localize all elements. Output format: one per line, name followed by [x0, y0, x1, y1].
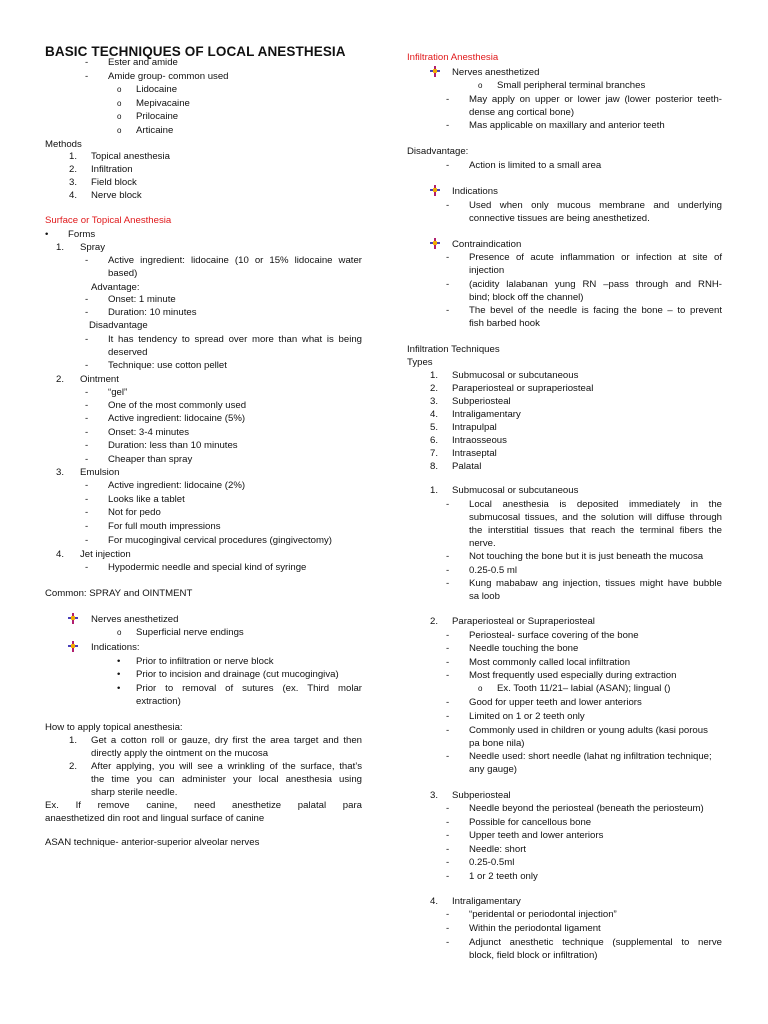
- list-item: Subperiosteal: [452, 790, 511, 801]
- dash-bullet: -: [446, 305, 450, 316]
- list-item: Needle beyond the periosteal (beneath the periosteum): [469, 803, 704, 814]
- text-line: extraction): [136, 696, 181, 707]
- list-item: Intraosseous: [452, 435, 507, 446]
- list-item: Not for pedo: [108, 507, 161, 518]
- list-item: (acidity lalabanan yung RN –pass through and RNH-: [469, 279, 722, 290]
- list-item: Duration: 10 minutes: [108, 307, 197, 318]
- dash-bullet: -: [446, 252, 450, 263]
- text-line: injection: [469, 265, 505, 276]
- list-item: Most commonly called local infiltration: [469, 657, 631, 668]
- diamond-bullet-icon: [430, 238, 440, 253]
- list-number: 2.: [430, 383, 439, 394]
- dash-bullet: -: [446, 551, 450, 562]
- list-item: Emulsion: [80, 467, 120, 478]
- list-item: May apply on upper or lower jaw (lower posterior teeth-: [469, 94, 722, 105]
- text-line: sharp sterile needle.: [91, 787, 178, 798]
- dash-bullet: -: [85, 294, 89, 305]
- list-number: 3.: [430, 790, 439, 801]
- list-item: Local anesthesia is deposited immediately in the: [469, 499, 722, 510]
- dash-bullet: -: [446, 923, 450, 934]
- circle-bullet-icon: o: [117, 85, 122, 94]
- dash-bullet: -: [446, 279, 450, 290]
- list-item: After applying, you will see a wrinkling of the surface, that’s: [91, 761, 362, 772]
- dash-bullet: -: [85, 535, 89, 546]
- list-item: Superficial nerve endings: [136, 627, 244, 638]
- list-number: 2.: [430, 616, 439, 627]
- list-number: 3.: [69, 177, 78, 188]
- document-title: BASIC TECHNIQUES OF LOCAL ANESTHESIA: [45, 44, 346, 59]
- list-item: “peridental or periodontal injection”: [469, 909, 617, 920]
- diamond-bullet-icon: [68, 641, 78, 656]
- list-item: Spray: [80, 242, 106, 253]
- dash-bullet: -: [446, 909, 450, 920]
- list-item: Onset: 1 minute: [108, 294, 176, 305]
- dash-bullet: -: [85, 334, 89, 345]
- list-item: One of the most commonly used: [108, 400, 247, 411]
- list-number: 2.: [56, 374, 65, 385]
- list-number: 2.: [69, 164, 78, 175]
- list-number: 1.: [430, 485, 439, 496]
- list-item: Cheaper than spray: [108, 454, 193, 465]
- list-item: Amide group- common used: [108, 71, 229, 82]
- dash-bullet: -: [85, 255, 89, 266]
- dash-bullet: -: [446, 657, 450, 668]
- text-line: bind; block off the channel): [469, 292, 584, 303]
- dash-bullet: -: [85, 427, 89, 438]
- list-item: Action is limited to a small area: [469, 160, 602, 171]
- list-item: Possible for cancellous bone: [469, 817, 592, 828]
- list-item: Hypodermic needle and special kind of syringe: [108, 562, 307, 573]
- list-item: Upper teeth and lower anteriors: [469, 830, 604, 841]
- text-line: Disadvantage: [89, 320, 148, 331]
- list-item: Nerve block: [91, 190, 142, 201]
- list-item: Lidocaine: [136, 84, 178, 95]
- dash-bullet: -: [446, 857, 450, 868]
- dash-bullet: -: [446, 94, 450, 105]
- text-line: pa bone nila): [469, 738, 525, 749]
- section-heading: Infiltration Anesthesia: [407, 52, 499, 63]
- list-item: Active ingredient: lidocaine (5%): [108, 413, 246, 424]
- text-line: connective tissues are being anesthetized.: [469, 213, 650, 224]
- list-item: Presence of acute inflammation or infection at site of: [469, 252, 722, 263]
- list-item: Paraperiosteal or supraperiosteal: [452, 383, 594, 394]
- dash-bullet: -: [446, 670, 450, 681]
- list-item: Limited on 1 or 2 teeth only: [469, 711, 585, 722]
- list-item: Topical anesthesia: [91, 151, 170, 162]
- list-item: Prior to incision and drainage (cut mucogingiva): [136, 669, 339, 680]
- list-item: Most frequently used especially during extraction: [469, 670, 677, 681]
- dash-bullet: -: [446, 630, 450, 641]
- dot-bullet-icon: •: [117, 669, 121, 680]
- text-line: sa loob: [469, 591, 500, 602]
- list-item: Onset: 3-4 minutes: [108, 427, 190, 438]
- list-item: Needle touching the bone: [469, 643, 579, 654]
- diamond-bullet-icon: [68, 613, 78, 628]
- list-item: Infiltration: [91, 164, 133, 175]
- list-item: Palatal: [452, 461, 482, 472]
- list-number: 2.: [69, 761, 78, 772]
- list-item: Get a cotton roll or gauze, dry first the area target and then: [91, 735, 362, 746]
- list-item: 0.25-0.5 ml: [469, 565, 517, 576]
- text-line: the interstitial tissues that reach the terminal fibers the: [469, 525, 722, 536]
- list-number: 3.: [430, 396, 439, 407]
- dash-bullet: -: [85, 57, 89, 68]
- list-item: Mas applicable on maxillary and anterior teeth: [469, 120, 665, 131]
- dash-bullet: -: [85, 507, 89, 518]
- list-item: Paraperiosteal or Supraperiosteal: [452, 616, 595, 627]
- circle-bullet-icon: o: [117, 126, 122, 135]
- text-line: ASAN technique- anterior-superior alveolar nerves: [45, 837, 260, 848]
- list-item: Prilocaine: [136, 111, 179, 122]
- list-item: Technique: use cotton pellet: [108, 360, 227, 371]
- dash-bullet: -: [446, 871, 450, 882]
- list-number: 6.: [430, 435, 439, 446]
- list-item: Ointment: [80, 374, 119, 385]
- circle-bullet-icon: o: [478, 684, 483, 693]
- dash-bullet: -: [85, 494, 89, 505]
- dash-bullet: -: [446, 578, 450, 589]
- list-item: Articaine: [136, 125, 174, 136]
- list-item: It has tendency to spread over more than what is being: [108, 334, 362, 345]
- list-item: Small peripheral terminal branches: [497, 80, 646, 91]
- dash-bullet: -: [85, 400, 89, 411]
- text-line: anaesthetized din root and lingual surface of canine: [45, 813, 265, 824]
- dash-bullet: -: [85, 480, 89, 491]
- list-number: 5.: [430, 422, 439, 433]
- dash-bullet: -: [446, 565, 450, 576]
- list-item: Ester and amide: [108, 57, 178, 68]
- text-line: Common: SPRAY and OINTMENT: [45, 588, 193, 599]
- text-line: dense ang cortical bone): [469, 107, 575, 118]
- list-item: Commonly used in children or young adults (kasi porous: [469, 725, 708, 736]
- list-item: Needle: short: [469, 844, 527, 855]
- list-number: 4.: [430, 409, 439, 420]
- list-item: Periosteal- surface covering of the bone: [469, 630, 639, 641]
- list-item: Used when only mucous membrane and underlying: [469, 200, 722, 211]
- list-number: 4.: [430, 896, 439, 907]
- list-item: Not touching the bone but it is just beneath the mucosa: [469, 551, 704, 562]
- list-item: Prior to infiltration or nerve block: [136, 656, 274, 667]
- list-number: 8.: [430, 461, 439, 472]
- list-item: Contraindication: [452, 239, 522, 250]
- circle-bullet-icon: o: [478, 81, 483, 90]
- list-item: Kung mababaw ang injection, tissues might have bubble: [469, 578, 722, 589]
- dot-bullet-icon: •: [45, 229, 49, 240]
- list-item: Jet injection: [80, 549, 131, 560]
- section-heading: Surface or Topical Anesthesia: [45, 215, 172, 226]
- list-item: Nerves anesthetized: [91, 614, 179, 625]
- list-item: Nerves anesthetized: [452, 67, 540, 78]
- list-item: Duration: less than 10 minutes: [108, 440, 238, 451]
- list-item: Needle used: short needle (lahat ng infiltration technique;: [469, 751, 712, 762]
- dash-bullet: -: [85, 562, 89, 573]
- list-item: Subperiosteal: [452, 396, 511, 407]
- list-item: Forms: [68, 229, 96, 240]
- list-number: 1.: [56, 242, 65, 253]
- list-item: For full mouth impressions: [108, 521, 221, 532]
- dash-bullet: -: [85, 413, 89, 424]
- dash-bullet: -: [446, 803, 450, 814]
- text-line: Methods: [45, 139, 82, 150]
- dash-bullet: -: [446, 120, 450, 131]
- dash-bullet: -: [446, 937, 450, 948]
- list-item: Mepivacaine: [136, 98, 190, 109]
- text-line: based): [108, 268, 138, 279]
- dash-bullet: -: [446, 643, 450, 654]
- text-line: Advantage:: [91, 282, 140, 293]
- dash-bullet: -: [446, 499, 450, 510]
- list-item: Intraligamentary: [452, 409, 521, 420]
- list-item: Submucosal or subcutaneous: [452, 485, 579, 496]
- list-item: Intraligamentary: [452, 896, 521, 907]
- list-item: “gel”: [108, 387, 128, 398]
- dash-bullet: -: [446, 697, 450, 708]
- list-item: Submucosal or subcutaneous: [452, 370, 579, 381]
- text-line: block, field block or infiltration): [469, 950, 598, 961]
- text-line: Infiltration Techniques: [407, 344, 500, 355]
- text-line: fish barbed hook: [469, 318, 540, 329]
- list-item: Active ingredient: lidocaine (10 or 15% lidocaine water: [108, 255, 362, 266]
- text-line: the time you can administer your local anesthesia using: [91, 774, 362, 785]
- dash-bullet: -: [85, 440, 89, 451]
- list-item: Indications:: [91, 642, 140, 653]
- list-item: Ex. Tooth 11/21– labial (ASAN); lingual (): [497, 683, 671, 694]
- list-item: 0.25-0.5ml: [469, 857, 515, 868]
- list-number: 4.: [69, 190, 78, 201]
- text-line: Types: [407, 357, 433, 368]
- dot-bullet-icon: •: [117, 656, 121, 667]
- list-item: Adjunct anesthetic technique (supplemental to nerve: [469, 937, 722, 948]
- dash-bullet: -: [446, 844, 450, 855]
- list-number: 4.: [56, 549, 65, 560]
- list-item: Within the periodontal ligament: [469, 923, 601, 934]
- list-item: Active ingredient: lidocaine (2%): [108, 480, 246, 491]
- dash-bullet: -: [446, 830, 450, 841]
- list-item: 1 or 2 teeth only: [469, 871, 538, 882]
- dash-bullet: -: [446, 817, 450, 828]
- diamond-bullet-icon: [430, 185, 440, 200]
- dash-bullet: -: [446, 200, 450, 211]
- list-item: Indications: [452, 186, 498, 197]
- list-item: Intraseptal: [452, 448, 497, 459]
- text-line: any gauge): [469, 764, 518, 775]
- dash-bullet: -: [446, 160, 450, 171]
- dash-bullet: -: [85, 71, 89, 82]
- list-number: 1.: [69, 735, 78, 746]
- list-item: Looks like a tablet: [108, 494, 185, 505]
- list-item: Field block: [91, 177, 137, 188]
- list-number: 1.: [69, 151, 78, 162]
- list-number: 1.: [430, 370, 439, 381]
- dash-bullet: -: [85, 360, 89, 371]
- text-line: submucosal tissues, and the solution will diffuse through: [469, 512, 722, 523]
- text-line: Ex. If remove canine, need anesthetize palatal para: [45, 800, 362, 811]
- circle-bullet-icon: o: [117, 112, 122, 121]
- list-item: Prior to removal of sutures (ex. Third molar: [136, 683, 362, 694]
- dash-bullet: -: [446, 711, 450, 722]
- text-line: How to apply topical anesthesia:: [45, 722, 183, 733]
- list-item: Intrapulpal: [452, 422, 497, 433]
- list-number: 7.: [430, 448, 439, 459]
- dash-bullet: -: [85, 454, 89, 465]
- dash-bullet: -: [446, 725, 450, 736]
- dash-bullet: -: [85, 307, 89, 318]
- list-number: 3.: [56, 467, 65, 478]
- dash-bullet: -: [85, 387, 89, 398]
- dash-bullet: -: [446, 751, 450, 762]
- dash-bullet: -: [85, 521, 89, 532]
- diamond-bullet-icon: [430, 66, 440, 81]
- text-line: Disadvantage:: [407, 146, 469, 157]
- list-item: The bevel of the needle is facing the bone – to prevent: [469, 305, 722, 316]
- circle-bullet-icon: o: [117, 99, 122, 108]
- list-item: For mucogingival cervical procedures (gingivectomy): [108, 535, 332, 546]
- list-item: Good for upper teeth and lower anteriors: [469, 697, 642, 708]
- dot-bullet-icon: •: [117, 683, 121, 694]
- text-line: deserved: [108, 347, 148, 358]
- circle-bullet-icon: o: [117, 628, 122, 637]
- text-line: nerve.: [469, 538, 496, 549]
- text-line: directly apply the ointment on the mucosa: [91, 748, 269, 759]
